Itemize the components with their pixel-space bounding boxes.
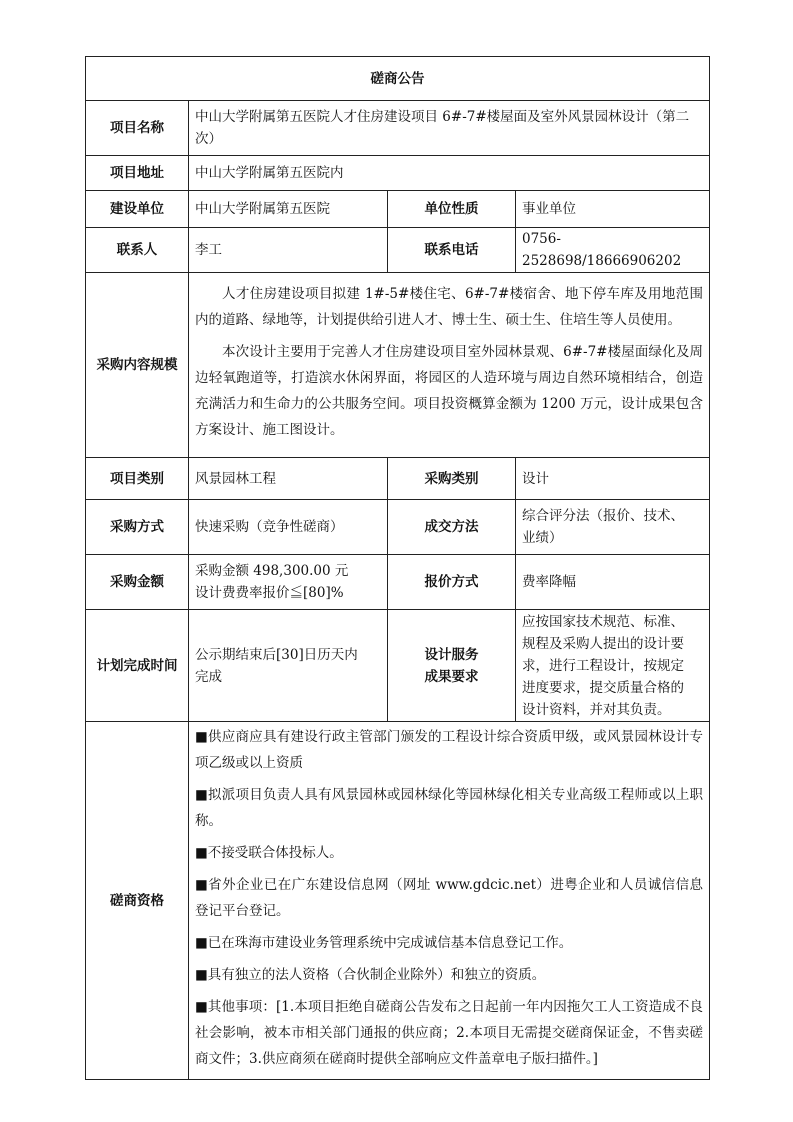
amount-value bbox=[189, 555, 388, 610]
quote-method-label: 报价方式 bbox=[388, 555, 516, 610]
page-title: 磋商公告 bbox=[86, 57, 710, 101]
project-address-label: 项目地址 bbox=[86, 156, 189, 191]
qualification-item: ■拟派项目负责人具有风景园林或园林绿化等园林绿化相关专业高级工程师或以上职称。 bbox=[195, 786, 703, 829]
method-value: 快速采购（竞争性磋商） bbox=[189, 500, 388, 555]
qualification-item: ■供应商应具有建设行政主管部门颁发的工程设计综合资质甲级，或风景园林设计专项乙级或以上资质 bbox=[195, 728, 703, 771]
design-requirement-line: 设计资料，并对其负责。 bbox=[522, 701, 671, 718]
amount-line: 采购金额 498,300.00 元 bbox=[195, 563, 349, 579]
deal-method-value bbox=[516, 500, 710, 555]
phone-value: 0756-2528698/18666906202 bbox=[516, 228, 710, 273]
builder-value: 中山大学附属第五医院 bbox=[189, 191, 388, 228]
amount-row bbox=[86, 555, 710, 610]
qualification-content bbox=[189, 722, 710, 1080]
scope-paragraph: 人才住房建设项目拟建 1#-5#楼住宅、6#-7#楼宿舍、地下停车库及用地范围内的道路、绿地等，计划提供给引进人才、博士生、硕士生、住培生等人员使用。 bbox=[195, 286, 703, 328]
purchase-type-label: 采购类别 bbox=[388, 458, 516, 500]
design-requirement-label bbox=[388, 610, 516, 722]
category-label: 项目类别 bbox=[86, 458, 189, 500]
schedule-label: 计划完成时间 bbox=[86, 610, 189, 722]
design-requirement-line: 规程及采购人提出的设计要 bbox=[522, 635, 684, 652]
schedule-value bbox=[189, 610, 388, 722]
design-requirement-line: 应按国家技术规范、标准、 bbox=[522, 613, 684, 630]
deal-method-line: 综合评分法（报价、技术、 bbox=[522, 508, 684, 524]
category-row bbox=[86, 458, 710, 500]
scope-paragraph: 本次设计主要用于完善人才住房建设项目室外园林景观、6#-7#楼屋面绿化及周边轻氧跑道等，打造滨水休闲界面，将园区的人造环境与周边自然环境相结合，创造充满活力和生命力的公共服务空间。项目投资概算金额为 1200 万元，设计成果包含方案设计、施工图设计。 bbox=[195, 344, 703, 438]
schedule-line: 完成 bbox=[195, 668, 222, 685]
notice-table bbox=[85, 56, 710, 1080]
schedule-row bbox=[86, 610, 710, 722]
qualification-label: 磋商资格 bbox=[86, 722, 189, 1080]
design-requirement-line: 进度要求，提交质量合格的 bbox=[522, 679, 684, 696]
qualification-item: ■不接受联合体投标人。 bbox=[195, 844, 343, 861]
phone-label: 联系电话 bbox=[388, 228, 516, 273]
deal-method-line: 业绩） bbox=[522, 530, 563, 546]
scope-row bbox=[86, 273, 710, 458]
deal-method-label: 成交方法 bbox=[388, 500, 516, 555]
amount-label: 采购金额 bbox=[86, 555, 189, 610]
amount-line: 设计费费率报价≦[80]% bbox=[195, 585, 344, 601]
contact-label: 联系人 bbox=[86, 228, 189, 273]
scope-content bbox=[189, 273, 710, 458]
project-address-value: 中山大学附属第五医院内 bbox=[189, 156, 710, 191]
project-address-row bbox=[86, 156, 710, 191]
title-row bbox=[86, 57, 710, 101]
design-requirement-label-line: 成果要求 bbox=[424, 668, 479, 685]
project-name-value: 中山大学附属第五医院人才住房建设项目 6#-7#楼屋面及室外风景园林设计（第二次） bbox=[189, 101, 710, 156]
qualification-item: ■其他事项：[1.本项目拒绝自磋商公告发布之日起前一年内因拖欠工人工资造成不良社会影响，被本市相关部门通报的供应商；2.本项目无需提交磋商保证金，不售卖磋商文件；3.供应商须在磋商时提供全部响应文件盖章电子版扫描件。] bbox=[195, 998, 703, 1067]
project-name-label: 项目名称 bbox=[86, 101, 189, 156]
contact-row bbox=[86, 228, 710, 273]
qualification-row bbox=[86, 722, 710, 1080]
builder-row bbox=[86, 191, 710, 228]
qualification-item: ■具有独立的法人资格（合伙制企业除外）和独立的资质。 bbox=[195, 966, 546, 983]
purchase-type-value: 设计 bbox=[516, 458, 710, 500]
design-requirement-value bbox=[516, 610, 710, 722]
schedule-line: 公示期结束后[30]日历天内 bbox=[195, 646, 358, 663]
category-value: 风景园林工程 bbox=[189, 458, 388, 500]
builder-label: 建设单位 bbox=[86, 191, 189, 228]
scope-label: 采购内容规模 bbox=[86, 273, 189, 458]
method-label: 采购方式 bbox=[86, 500, 189, 555]
project-name-row bbox=[86, 101, 710, 156]
design-requirement-line: 求，进行工程设计，按规定 bbox=[522, 657, 684, 674]
quote-method-value: 费率降幅 bbox=[516, 555, 710, 610]
unit-nature-label: 单位性质 bbox=[388, 191, 516, 228]
design-requirement-label-line: 设计服务 bbox=[424, 646, 479, 663]
unit-nature-value: 事业单位 bbox=[516, 191, 710, 228]
qualification-item: ■省外企业已在广东建设信息网（网址 www.gdcic.net）进粤企业和人员诚信信息登记平台登记。 bbox=[195, 876, 703, 919]
qualification-item: ■已在珠海市建设业务管理系统中完成诚信基本信息登记工作。 bbox=[195, 934, 573, 951]
method-row bbox=[86, 500, 710, 555]
contact-value: 李工 bbox=[189, 228, 388, 273]
